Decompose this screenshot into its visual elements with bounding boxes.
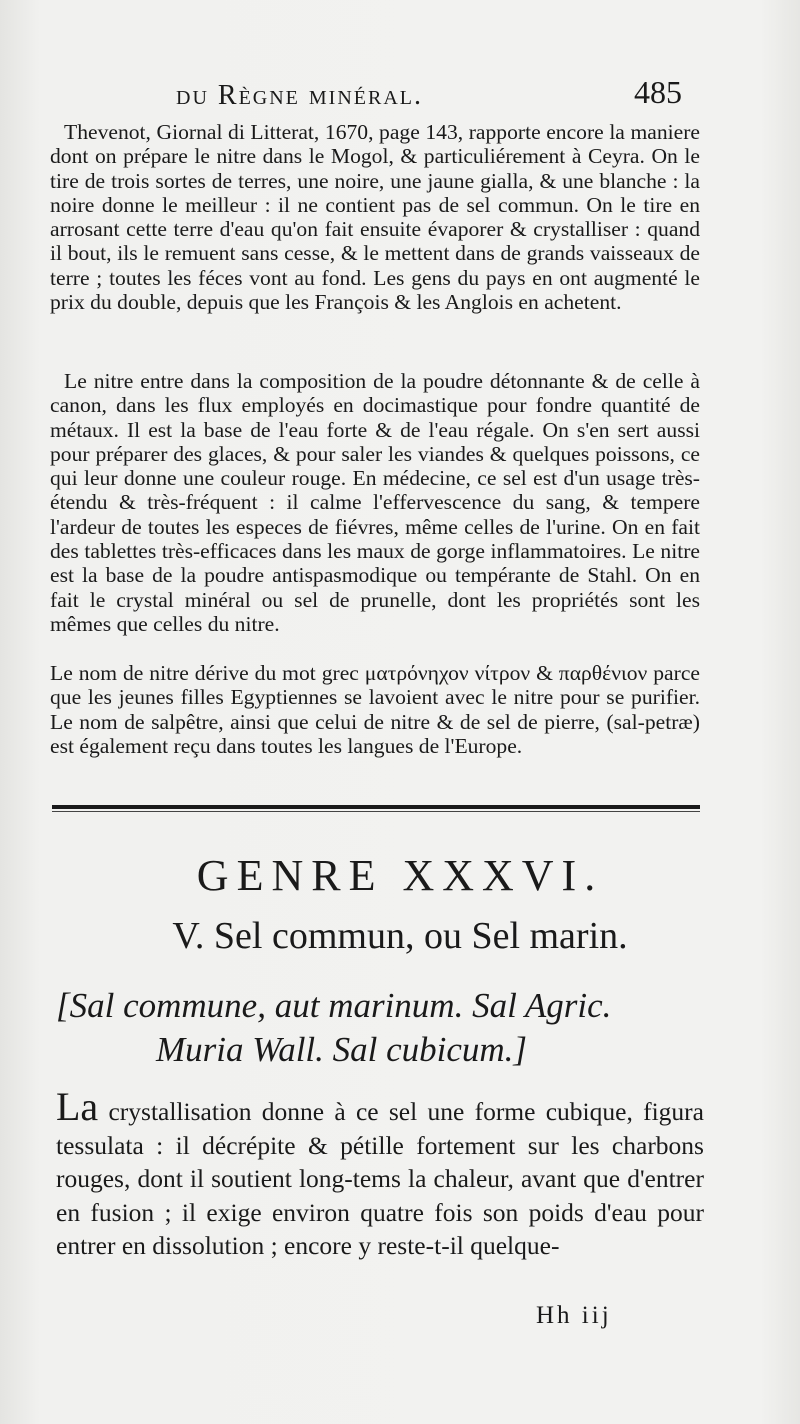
section-rule-thin [52, 811, 700, 812]
running-head [0, 72, 800, 112]
signature-mark: Hh iij [536, 1302, 612, 1329]
drop-cap: La [56, 1084, 99, 1129]
running-title: du Règne minéral. [176, 80, 423, 111]
genre-heading: GENRE XXXVI. [196, 851, 604, 900]
paragraph-thevenot: Thevenot, Giornal di Litterat, 1670, page 143, rapporte encore la maniere dont on prépare le nitre dans le Mogol, & particuliérement à Ceyra. On le tire de trois sortes de terres, une noire, une jaune gialla, & une blanche : la noire donne le meilleur : il ne contient pas de sel commun. On le tire en arrosant cette terre d'eau qu'on fait ensuite évaporer & crystalliser : quand il bout, ils le remuent sans cesse, & le mettent dans de grands vaisseaux de terre ; toutes les féces vont au fond. Les gens du pays en ont augmenté le prix du double, depuis que les François & les Anglois en achetent. [50, 120, 700, 315]
synonyms-line-2: Muria Wall. Sal cubicum.] [156, 1030, 528, 1069]
section-rule [52, 805, 700, 809]
description-text: crystallisation donne à ce sel une forme cubique, figura tessulata : il décrépite & pétille fortement sur les charbons rouges, dont il soutient long-tems la chaleur, avant que d'entrer en fusion ; il exige environ quatre fois son poids d'eau pour entrer en dissolution ; encore y reste-t-il quelque- [56, 1097, 704, 1260]
paragraph-etymology: Le nom de nitre dérive du mot grec ματρόνηχον νίτρον & παρθένιον parce que les jeunes filles Egyptiennes se lavoient avec le nitre pour se purifier. Le nom de salpêtre, ainsi que celui de nitre & de sel de pierre, (sal-petræ) est également reçu dans toutes les langues de l'Europe. [50, 661, 700, 758]
description-paragraph [56, 1084, 704, 1263]
paragraph-uses-of-nitre: Le nitre entre dans la composition de la poudre détonnante & de celle à canon, dans les flux employés en docimastique pour fondre quantité de métaux. Il est la base de l'eau forte & de l'eau régale. On s'en sert aussi pour préparer des glaces, & pour saler les viandes & quelques poissons, ce qui leur donne une couleur rouge. En médecine, ce sel est d'un usage très-étendu & très-fréquent : il calme l'effervescence du sang, & tempere l'ardeur de toutes les especes de fiévres, même celles de l'urine. On en fait des tablettes très-efficaces dans les maux de gorge inflammatoires. Le nitre est la base de la poudre antispasmodique ou tempérante de Stahl. On en fait le crystal minéral ou sel de prunelle, dont les propriétés sont les mêmes que celles du nitre. [50, 369, 700, 636]
latin-synonyms [56, 984, 736, 1072]
synonyms-line-1: [Sal commune, aut marinum. Sal Agric. [56, 986, 612, 1025]
species-heading: V. Sel commun, ou Sel marin. [172, 915, 628, 957]
page-number: 485 [634, 74, 682, 110]
